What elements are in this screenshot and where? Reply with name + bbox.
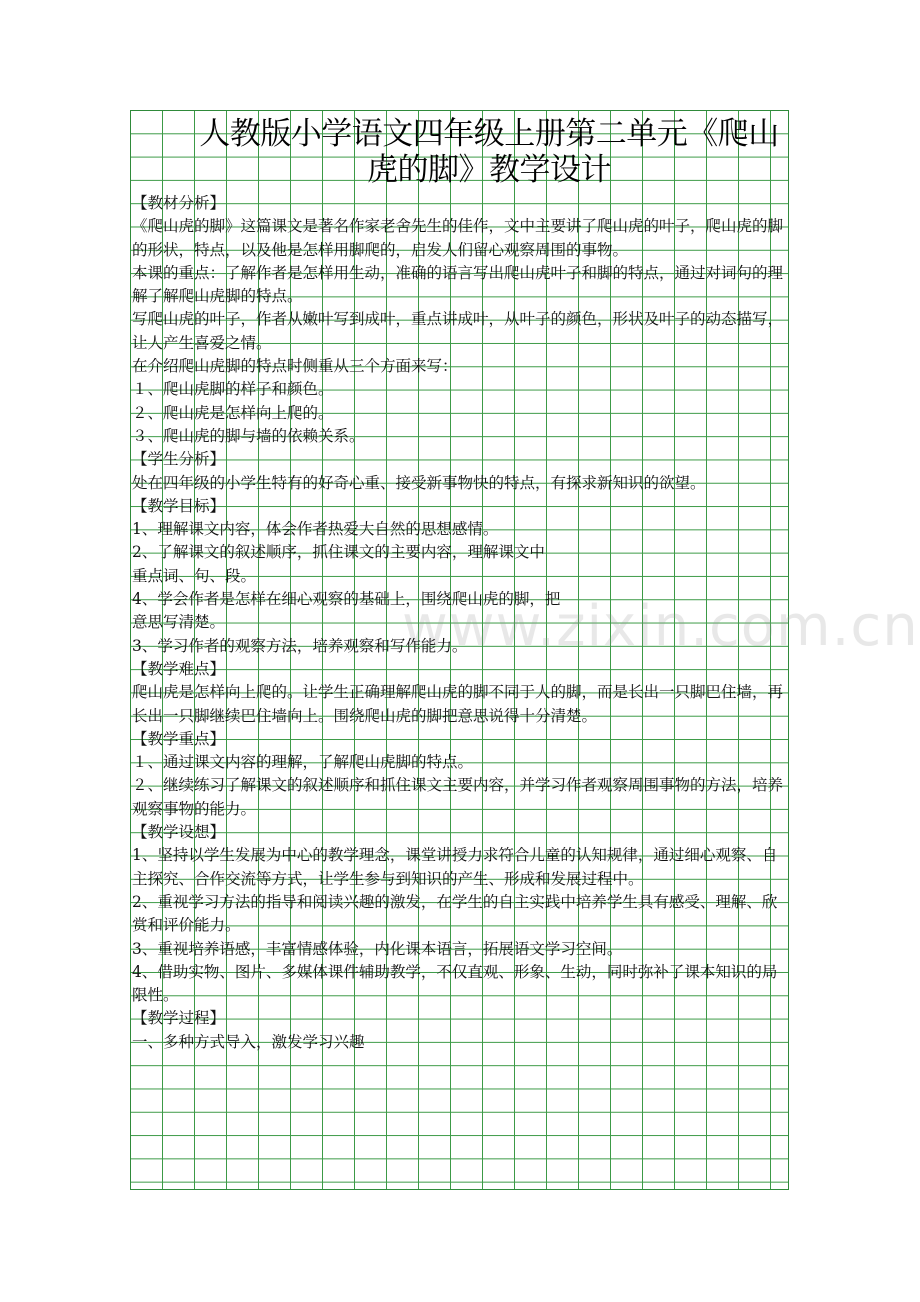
- list-item: 2、重视学习方法的指导和阅读兴趣的激发，在学生的自主实践中培养学生具有感受、理解、欣赏和评价能力。: [132, 892, 778, 935]
- list-item: 1、坚持以学生发展为中心的教学理念，课堂讲授力求符合儿童的认知规律，通过细心观察、自主探究、合作交流等方式，让学生参与到知识的产生、形成和发展过程中。: [132, 846, 778, 888]
- paragraph: 《爬山虎的脚》这篇课文是著名作家老舍先生的佳作，文中主要讲了爬山虎的叶子，爬山虎的脚的形状，特点，以及他是怎样用脚爬的，启发人们留心观察周围的事物。: [132, 217, 784, 259]
- list-item: １、通过课文内容的理解，了解爬山虎脚的特点。: [132, 753, 474, 772]
- watermark: www.zixin.com.cn: [402, 594, 919, 659]
- list-item: 2、了解课文的叙述顺序，抓住课文的主要内容，理解课文中: [132, 543, 545, 562]
- list-item-continuation: 重点词、句、段。: [132, 566, 257, 585]
- list-item: 3、学习作者的观察方法，培养观察和写作能力。: [132, 636, 468, 655]
- list-item: ２、爬山虎是怎样向上爬的。: [132, 403, 334, 422]
- paragraph: 写爬山虎的叶子，作者从嫩叶写到成叶，重点讲成叶，从叶子的颜色，形状及叶子的动态描写，让人产生喜爱之情。: [132, 310, 784, 352]
- list-item: 1、理解课文内容，体会作者热爱大自然的思想感情。: [132, 520, 499, 539]
- section-heading-teaching-focus: 【教学重点】: [132, 729, 226, 748]
- paragraph: 本课的重点：了解作者是怎样用生动，准确的语言写出爬山虎叶子和脚的特点，通过对词句的理解了解爬山虎脚的特点。: [132, 263, 784, 306]
- section-heading-teaching-process: 【教学过程】: [132, 1009, 226, 1028]
- list-item: 4、学会作者是怎样在细心观察的基础上，围绕爬山虎的脚，把: [132, 590, 561, 609]
- section-heading-teaching-goals: 【教学目标】: [132, 496, 226, 515]
- document-title: 人教版小学语文四年级上册第二单元《爬山虎的脚》教学设计: [199, 116, 779, 188]
- paragraph: 一、多种方式导入，激发学习兴趣: [132, 1032, 365, 1051]
- paragraph: 处在四年级的小学生特有的好奇心重、接受新事物快的特点，有探求新知识的欲望。: [132, 473, 706, 492]
- section-heading-student-analysis: 【学生分析】: [132, 450, 226, 469]
- section-heading-teaching-concept: 【教学设想】: [132, 823, 226, 842]
- list-item: ２、继续练习了解课文的叙述顺序和抓住课文主要内容，并学习作者观察周围事物的方法，培养观察事物的能力。: [132, 776, 784, 818]
- document-body: [132, 112, 788, 1054]
- paragraph: 在介绍爬山虎脚的特点时侧重从三个方面来写：: [132, 357, 458, 376]
- section-heading-textbook-analysis: 【教材分析】: [132, 194, 226, 212]
- list-item: １、爬山虎脚的样子和颜色。: [132, 380, 334, 399]
- list-item-continuation: 意思写清楚。: [132, 613, 226, 632]
- list-item: 3、重视培养语感，丰富情感体验，内化课本语言，拓展语文学习空间。: [132, 939, 623, 958]
- section-heading-teaching-difficulty: 【教学难点】: [132, 659, 226, 678]
- paragraph: 爬山虎是怎样向上爬的。让学生正确理解爬山虎的脚不同于人的脚，而是长出一只脚巴住墙，再长出一只脚继续巴住墙向上。围绕爬山虎的脚把意思说得十分清楚。: [132, 683, 784, 725]
- list-item: 4、借助实物、图片、多媒体课件辅助教学，不仅直观、形象、生动，同时弥补了课本知识的局限性。: [132, 962, 778, 1005]
- list-item: ３、爬山虎的脚与墙的依赖关系。: [132, 426, 365, 445]
